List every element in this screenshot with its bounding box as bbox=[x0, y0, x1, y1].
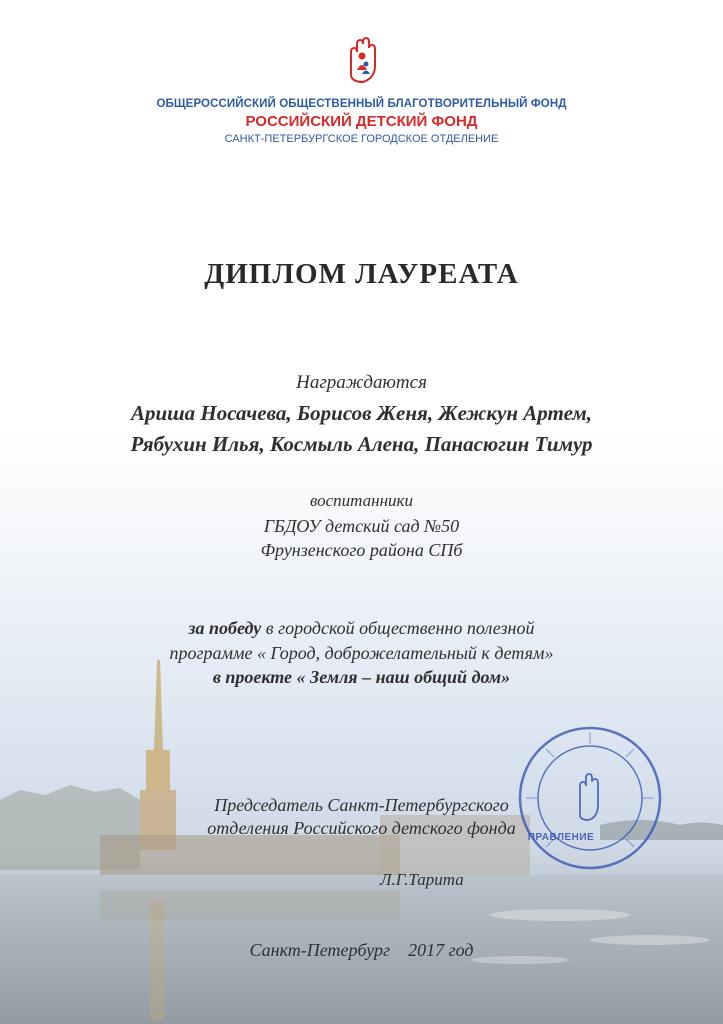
signer-name: Л.Г.Тарита bbox=[380, 870, 464, 889]
chairman-line2: отделения Российского детского фонда bbox=[207, 818, 516, 838]
header bbox=[0, 36, 723, 145]
reason-rest: в городской общественно полезной bbox=[261, 618, 535, 638]
awarded-label: Награждаются bbox=[296, 372, 427, 393]
reason-prefix: за победу bbox=[188, 618, 262, 638]
reason-line3: в проекте « Земля – наш общий дом» bbox=[212, 667, 511, 687]
school-name: ГБДОУ детский сад №50 bbox=[263, 516, 460, 536]
hands-children-logo-icon bbox=[345, 36, 379, 84]
reason-line1 bbox=[0, 618, 723, 639]
pupils-label: воспитанники bbox=[309, 491, 413, 510]
chairman-line1: Председатель Санкт-Петербургского bbox=[214, 795, 509, 815]
org-name-line3: САНКТ-ПЕТЕРБУРГСКОЕ ГОРОДСКОЕ ОТДЕЛЕНИЕ bbox=[224, 133, 499, 145]
org-name-line1: ОБЩЕРОССИЙСКИЙ ОБЩЕСТВЕННЫЙ БЛАГОТВОРИТЕЛЬНЫЙ ФОНД bbox=[156, 98, 567, 110]
awardee-names-line1: Ариша Носачева, Борисов Женя, Жежкун Артем, bbox=[130, 401, 593, 425]
awardee-names-line2: Рябухин Илья, Космыль Алена, Панасюгин Тимур bbox=[130, 432, 593, 456]
diploma-title: ДИПЛОМ ЛАУРЕАТА bbox=[204, 258, 519, 290]
reason-line2: программе « Город, доброжелательный к детям» bbox=[169, 643, 554, 663]
org-name-line2: РОССИЙСКИЙ ДЕТСКИЙ ФОНД bbox=[245, 113, 478, 130]
city-year: Санкт-Петербург 2017 год bbox=[249, 940, 474, 960]
district-name: Фрунзенского района СПб bbox=[260, 540, 463, 560]
stamp-label: ПРАВЛЕНИЕ bbox=[527, 832, 595, 843]
